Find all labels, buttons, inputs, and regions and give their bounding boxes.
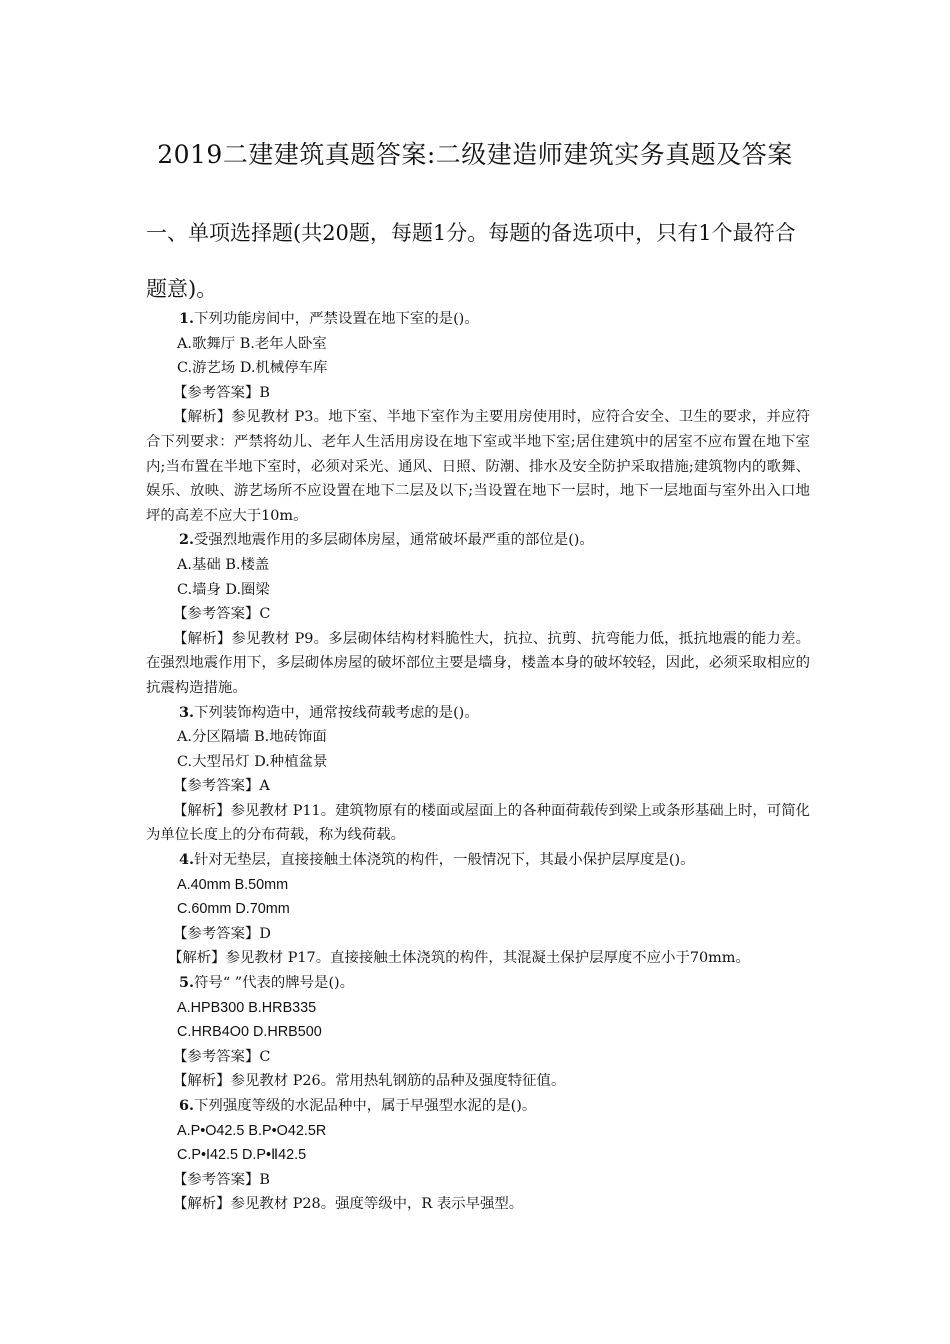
- options-row: A.基础 B.楼盖: [177, 556, 270, 573]
- analysis-text: 【解析】参见教材 P17。直接接触土体浇筑的构件，其混凝土保护层厚度不应小于70mm。: [168, 950, 750, 967]
- analysis-text: 【解析】参见教材 P11。建筑物原有的楼面或屋面上的各种面荷载传到梁上或条形基础上时，可简化为单位长度上的分布荷载，称为线荷载。: [146, 802, 810, 844]
- section-heading: 一、单项选择题(共20题，每题1分。每题的备选项中，只有1个最符合题意)。: [146, 221, 796, 301]
- question-2: [146, 528, 810, 553]
- options-row: C.HRB4O0 D.HRB500: [177, 1024, 322, 1041]
- page-title: 2019二建建筑真题答案:二级建造师建筑实务真题及答案: [157, 140, 793, 169]
- analysis-text: 【解析】参见教材 P3。地下室、半地下室作为主要用房使用时，应符合安全、卫生的要求，并应符合下列要求：严禁将幼儿、老年人生活用房设在地下室或半地下室;居住建筑中的居室不应布置在地下室内;当布置在半地下室时，必须对采光、通风、日照、防潮、排水及安全防护采取措施;建筑物内的歌舞、娱乐、放映、游艺场所不应设置在地下二层及以下;当设置在地下一层时，地下一层地面与室外出入口地坪的高差不应大于10m。: [146, 409, 810, 524]
- options-row: C.P•I42.5 D.P•Ⅱ42.5: [177, 1147, 307, 1164]
- question-number: 3.: [179, 703, 195, 721]
- options-row: C.大型吊灯 D.种植盆景: [177, 753, 328, 770]
- options-row: C.60mm D.70mm: [177, 901, 290, 918]
- question-3: [146, 701, 810, 726]
- question-number: 6.: [179, 1097, 195, 1114]
- options-row: A.歌舞厅 B.老年人卧室: [177, 335, 327, 352]
- reference-answer: 【参考答案】B: [173, 1171, 270, 1188]
- question-number: 1.: [179, 310, 195, 327]
- options-row: A.HPB300 B.HRB335: [177, 999, 317, 1016]
- question-5: [146, 971, 810, 996]
- options-row: A.P•O42.5 B.P•O42.5R: [177, 1122, 327, 1139]
- reference-answer: 【参考答案】B: [173, 384, 270, 401]
- question-1: [146, 307, 810, 332]
- question-stem: 针对无垫层，直接接触土体浇筑的构件，一般情况下，其最小保护层厚度是()。: [194, 852, 695, 869]
- reference-answer: 【参考答案】C: [173, 606, 271, 623]
- analysis-text: 【解析】参见教材 P26。常用热轧钢筋的品种及强度特征值。: [173, 1073, 566, 1090]
- question-number: 2.: [179, 531, 195, 549]
- question-number: 5.: [179, 974, 195, 992]
- options-row: C.游艺场 D.机械停车库: [177, 360, 328, 377]
- question-list: [146, 307, 810, 1217]
- reference-answer: 【参考答案】D: [173, 925, 271, 942]
- reference-answer: 【参考答案】A: [173, 778, 270, 795]
- question-6: [146, 1094, 810, 1119]
- options-row: A.40mm B.50mm: [177, 876, 289, 893]
- question-stem: 下列功能房间中，严禁设置在地下室的是()。: [194, 311, 479, 327]
- question-number: 4.: [179, 851, 195, 869]
- reference-answer: 【参考答案】C: [173, 1048, 271, 1065]
- options-row: A.分区隔墙 B.地砖饰面: [177, 729, 327, 746]
- question-stem: 下列装饰构造中，通常按线荷载考虑的是()。: [194, 704, 479, 721]
- question-stem: 下列强度等级的水泥品种中，属于早强型水泥的是()。: [194, 1098, 537, 1114]
- options-row: C.墙身 D.圈梁: [177, 581, 270, 598]
- question-stem: 受强烈地震作用的多层砌体房屋，通常破坏最严重的部位是()。: [194, 532, 594, 549]
- question-stem: 符号“ ”代表的牌号是()。: [194, 975, 355, 992]
- question-4: [146, 848, 810, 873]
- analysis-text: 【解析】参见教材 P9。多层砌体结构材料脆性大，抗拉、抗剪、抗弯能力低，抵抗地震的能力差。在强烈地震作用下，多层砌体房屋的破坏部位主要是墙身，楼盖本身的破坏较轻，因此，必须采取相应的抗震构造措施。: [146, 630, 810, 696]
- analysis-text: 【解析】参见教材 P28。强度等级中，R 表示早强型。: [173, 1196, 524, 1213]
